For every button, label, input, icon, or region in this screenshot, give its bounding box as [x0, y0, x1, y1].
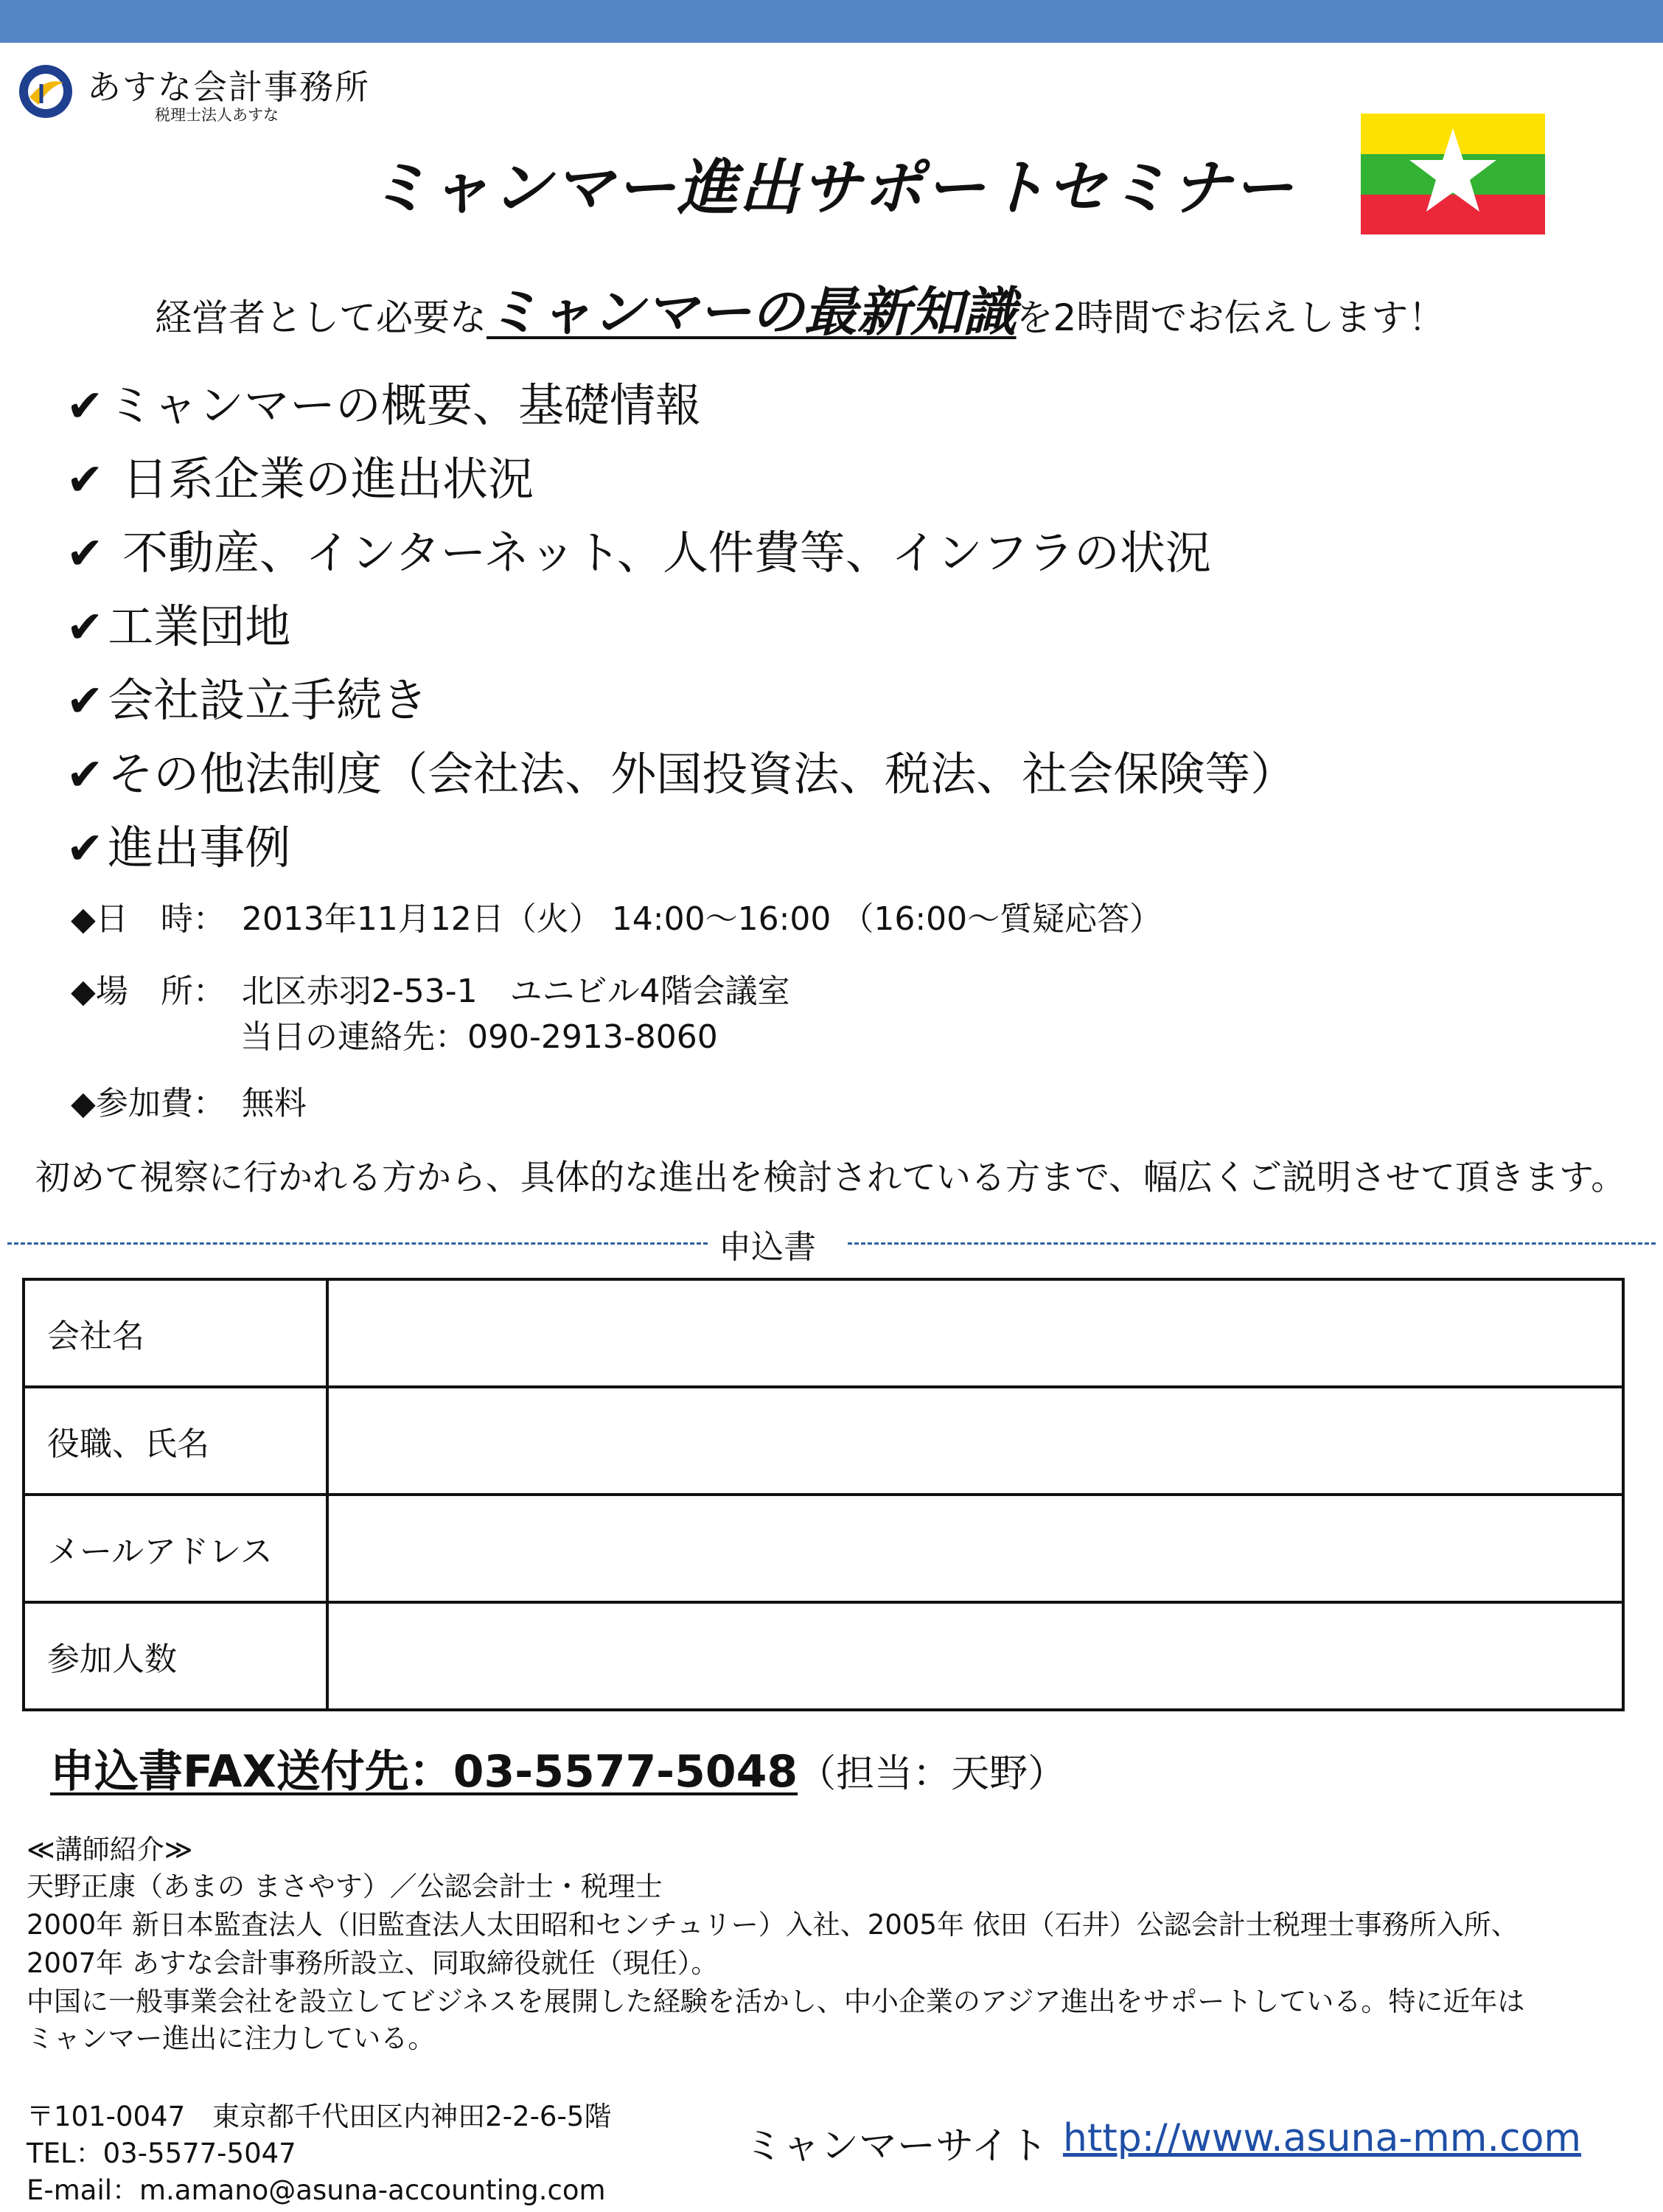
form-label-company: 会社名 [24, 1279, 327, 1387]
site-link[interactable]: http://www.asuna-mm.com [1063, 2116, 1582, 2160]
checklist-item [66, 442, 534, 508]
event-fee: ◆参加費： 無料 [71, 1085, 307, 1122]
company-subname: 税理士法人あすな [155, 106, 279, 124]
checklist-item [66, 664, 428, 729]
myanmar-flag-icon [1361, 114, 1545, 234]
form-row [24, 1387, 1623, 1495]
fax-info [50, 1736, 1066, 1800]
form-field-title-name[interactable] [327, 1387, 1623, 1495]
application-form [22, 1278, 1625, 1711]
form-field-company[interactable] [327, 1279, 1623, 1387]
footer-email[interactable]: E-mail：m.amano@asuna-accounting.com [27, 2174, 606, 2206]
checklist-label: 進出事例 [108, 821, 291, 874]
check-icon: ✔ [66, 749, 104, 801]
checklist-label: ミャンマーの概要、基礎情報 [108, 378, 702, 432]
subtitle-pre: 経営者として必要な [155, 296, 487, 339]
form-row [24, 1602, 1623, 1710]
fax-number: 申込書FAX送付先：03-5577-5048 [50, 1746, 798, 1798]
check-icon: ✔ [66, 528, 104, 580]
bio-heading: ≪講師紹介≫ [27, 1834, 193, 1865]
checklist-item [66, 516, 1211, 582]
footer-tel: TEL：03-5577-5047 [27, 2138, 296, 2169]
checklist-label: その他法制度（会社法、外国投資法、税法、社会保険等） [108, 747, 1297, 801]
bio-line: 2007年 あすな会計事務所設立、同取締役就任（現任）。 [27, 1947, 719, 1979]
check-icon: ✔ [66, 602, 104, 653]
form-row [24, 1495, 1623, 1602]
form-field-email[interactable] [327, 1495, 1623, 1602]
bio-line: 天野正康（あまの まさやす）／公認会計士・税理士 [27, 1871, 663, 1902]
bio-line: ミャンマー進出に注力している。 [27, 2023, 436, 2054]
checklist-item [66, 369, 701, 434]
bio-line: 2000年 新日本監査法人（旧監査法人太田昭和センチュリー）入社、2005年 依田（石井）公認会計士税理士事務所入所、 [27, 1909, 1519, 1941]
check-icon: ✔ [66, 675, 104, 727]
form-title: 申込書 [719, 1228, 816, 1266]
form-field-attendees[interactable] [327, 1602, 1623, 1710]
site-label: ミャンマーサイト [745, 2124, 1048, 2168]
checklist-label: 会社設立手続き [108, 673, 428, 727]
company-name: あすな会計事務所 [87, 67, 370, 107]
form-label-attendees: 参加人数 [24, 1602, 327, 1710]
subtitle-post: を2時間でお伝えします！ [1016, 296, 1446, 339]
form-label-email: メールアドレス [24, 1495, 327, 1602]
intro-text: 初めて視察に行かれる方から、具体的な進出を検討されている方まで、幅広くご説明させて頂きます。 [35, 1158, 1626, 1198]
dashed-divider [848, 1242, 1656, 1245]
subtitle [155, 269, 1445, 346]
event-place: ◆場 所： 北区赤羽2-53-1 ユニビル4階会議室 [71, 973, 790, 1010]
footer-address: 〒101-0047 東京都千代田区内神田2-2-6-5階 [27, 2101, 612, 2132]
dashed-divider [7, 1242, 708, 1245]
top-accent-bar [0, 0, 1663, 43]
check-icon: ✔ [66, 454, 104, 506]
page-title: ミャンマー進出サポートセミナー [369, 153, 1294, 223]
checklist-item [66, 811, 290, 877]
checklist-item [66, 590, 290, 655]
subtitle-emphasis: ミャンマーの最新知識 [487, 281, 1017, 343]
check-icon: ✔ [66, 380, 104, 432]
checklist-item [66, 737, 1296, 803]
checklist-label: 不動産、インターネット、人件費等、インフラの状況 [108, 526, 1211, 580]
event-contact: 当日の連絡先：090-2913-8060 [240, 1018, 718, 1056]
form-label-title-name: 役職、氏名 [24, 1387, 327, 1495]
event-datetime: ◆日 時： 2013年11月12日（火） 14:00～16:00 （16:00～質疑応答） [71, 900, 1162, 938]
checklist-label: 日系企業の進出状況 [108, 452, 534, 506]
form-row [24, 1279, 1623, 1387]
bio-line: 中国に一般事業会社を設立してビジネスを展開した経験を活かし、中小企業のアジア進出をサポートしている。特に近年は [27, 1986, 1525, 2017]
company-logo-icon [16, 62, 75, 121]
check-icon: ✔ [66, 823, 104, 874]
checklist-label: 工業団地 [108, 599, 291, 653]
fax-contact-person: （担当：天野） [798, 1752, 1067, 1796]
